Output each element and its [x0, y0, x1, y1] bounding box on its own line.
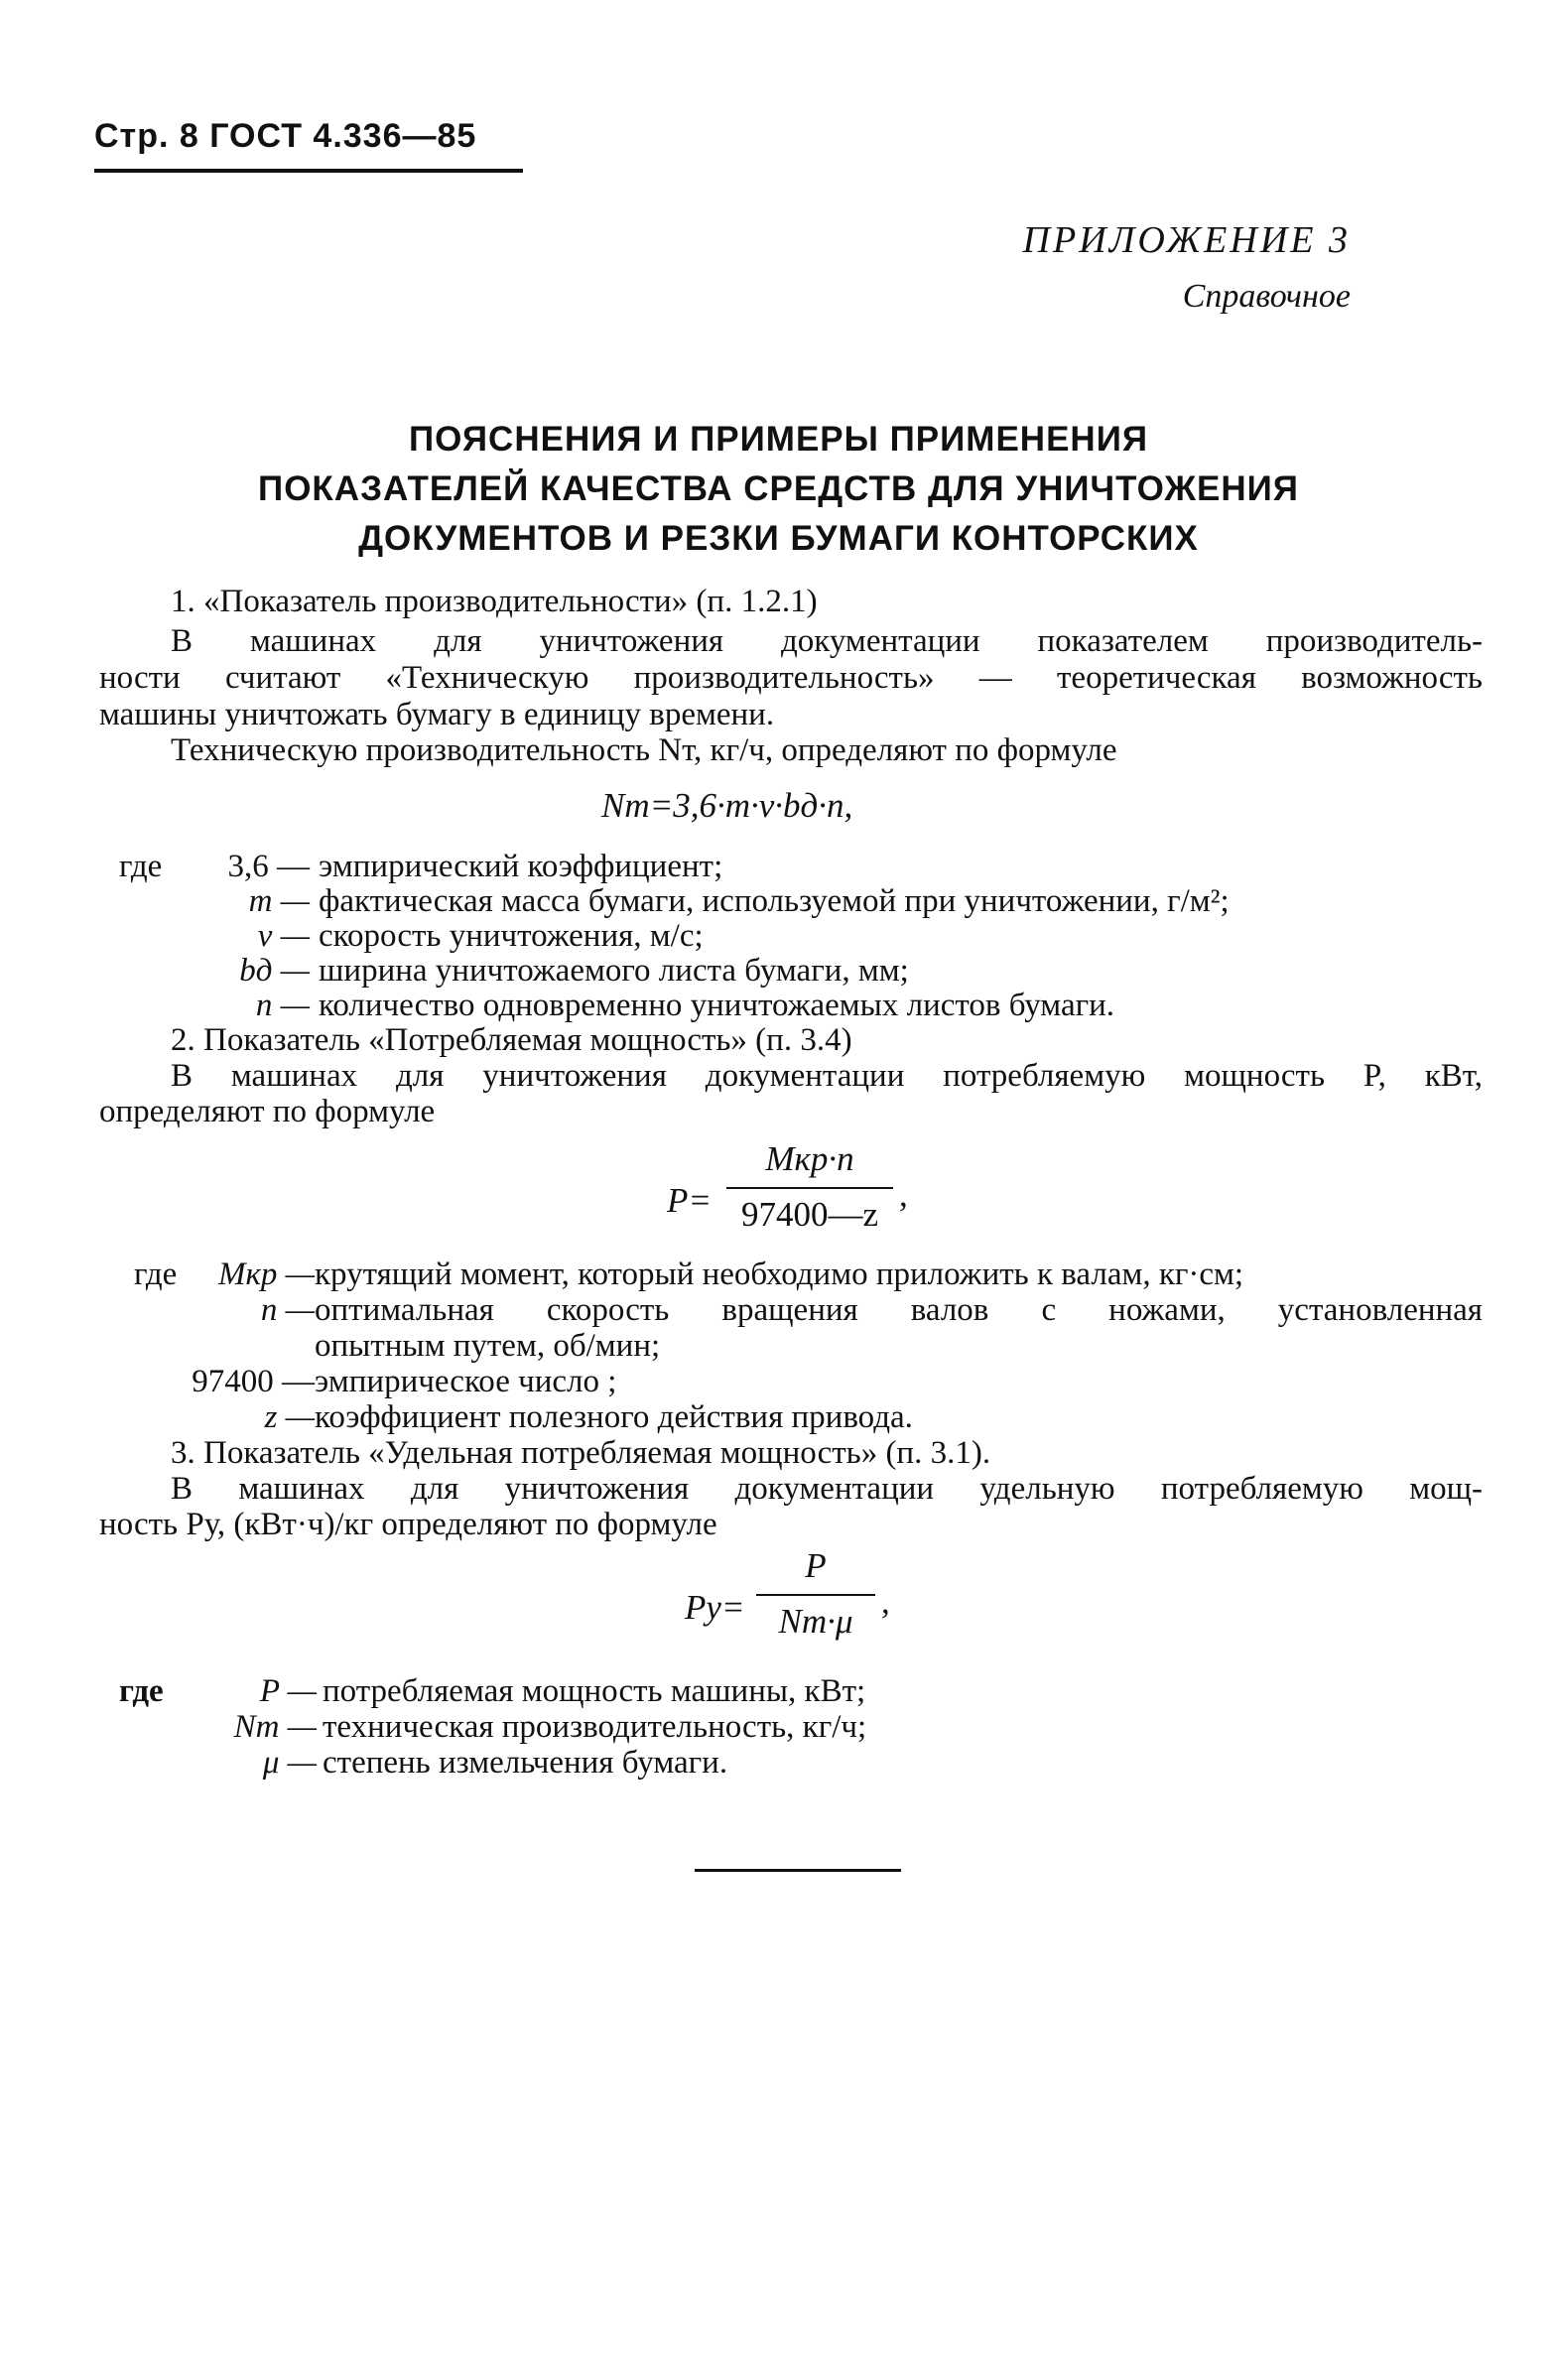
header-rule [94, 169, 523, 173]
legend-1-text-speed: скорость уничтожения, м/с; [319, 918, 704, 954]
legend-2-key-rotation: n — [260, 1292, 315, 1328]
legend-1-text-mass: фактическая масса бумаги, используемой при уничтожении, г/м²; [319, 883, 1230, 919]
document-title [0, 415, 1557, 564]
formula-specific-power-tail: , [881, 1582, 890, 1621]
section-1-paragraph-line-2: ности считают «Техническую производительность» — теоретическая возможность [99, 660, 1483, 696]
page-header: Стр. 8 ГОСТ 4.336—85 [94, 117, 477, 155]
end-rule [695, 1869, 901, 1872]
legend-2-text-number: эмпирическое число ; [315, 1364, 617, 1399]
legend-3-key-grinding: μ — [262, 1745, 317, 1781]
section-2-heading: 2. Показатель «Потребляемая мощность» (п. 3.4) [171, 1022, 852, 1058]
legend-3-key-productivity: Nт — [233, 1709, 317, 1745]
legend-1-key-coefficient: 3,6 — [227, 849, 310, 884]
legend-2-text-rotation: оптимальная скорость вращения валов с ножами, установленная [315, 1292, 1483, 1328]
legend-2-text-rotation-cont: опытным путем, об/мин; [315, 1328, 661, 1364]
legend-1-text-width: ширина уничтожаемого листа бумаги, мм; [319, 953, 909, 989]
legend-3-key-power: P — [259, 1673, 317, 1709]
legend-1-text-coefficient: эмпирический коэффициент; [319, 849, 723, 884]
section-1-paragraph-line-1: В машинах для уничтожения документации показателем производитель- [171, 623, 1483, 659]
formula-power-lhs: P= [667, 1181, 712, 1220]
section-1-paragraph-line-3: машины уничтожать бумагу в единицу времени. [99, 697, 775, 732]
title-line-1: ПОЯСНЕНИЯ И ПРИМЕРЫ ПРИМЕНЕНИЯ [408, 420, 1149, 459]
formula-specific-power-fraction-bar [756, 1594, 875, 1596]
section-2-where: где [134, 1256, 178, 1292]
legend-2-text-efficiency: коэффициент полезного действия привода. [315, 1399, 913, 1435]
formula-specific-power-lhs: Pу= [685, 1588, 745, 1627]
section-1-paragraph-2: Техническую производительность Nт, кг/ч, определяют по формуле [171, 732, 1117, 768]
legend-3-text-grinding: степень измельчения бумаги. [323, 1745, 728, 1781]
title-line-3: ДОКУМЕНТОВ И РЕЗКИ БУМАГИ КОНТОРСКИХ [358, 519, 1199, 558]
formula-power-fraction-bar [726, 1187, 893, 1189]
legend-2-key-efficiency: z — [264, 1399, 315, 1435]
formula-power-denominator: 97400—z [740, 1195, 879, 1234]
section-3-paragraph-line-1: В машинах для уничтожения документации удельную потребляемую мощ- [171, 1471, 1483, 1507]
legend-3-text-productivity: техническая производительность, кг/ч; [323, 1709, 867, 1745]
legend-1-text-count: количество одновременно уничтожаемых листов бумаги. [319, 988, 1115, 1023]
formula-specific-power-numerator: P [805, 1546, 827, 1585]
title-line-2: ПОКАЗАТЕЛЕЙ КАЧЕСТВА СРЕДСТВ ДЛЯ УНИЧТОЖЕНИЯ [258, 469, 1299, 508]
formula-power-tail: , [899, 1175, 908, 1214]
appendix-type: Справочное [1182, 278, 1351, 315]
formula-specific-power-denominator: Nт·μ [778, 1602, 853, 1641]
legend-2-text-torque: крутящий момент, который необходимо приложить к валам, кг·см; [315, 1256, 1244, 1292]
section-1-heading: 1. «Показатель производительности» (п. 1.2.1) [171, 584, 818, 619]
section-3-where: где [119, 1673, 164, 1709]
section-1-where: где [119, 849, 163, 884]
legend-2-key-torque: Mкр — [217, 1256, 315, 1292]
legend-1-key-mass: m — [248, 883, 310, 919]
legend-2-key-number: 97400 — [192, 1364, 315, 1399]
section-2-paragraph-line-1: В машинах для уничтожения документации потребляемую мощность P, кВт, [171, 1058, 1483, 1094]
legend-1-key-width: bд — [239, 953, 310, 989]
formula-power-numerator: Mкр·n [765, 1139, 854, 1178]
section-3-heading: 3. Показатель «Удельная потребляемая мощность» (п. 3.1). [171, 1435, 991, 1471]
appendix-label: ПРИЛОЖЕНИЕ 3 [1022, 219, 1351, 261]
legend-3-text-power: потребляемая мощность машины, кВт; [323, 1673, 866, 1709]
legend-1-key-speed: v — [257, 918, 310, 954]
formula-technical-productivity: Nт=3,6·m·v·bд·n, [601, 786, 853, 825]
legend-1-key-count: n — [255, 988, 310, 1023]
section-3-paragraph-line-2: ность Pу, (кВт·ч)/кг определяют по формуле [99, 1507, 717, 1542]
section-2-paragraph-line-2: определяют по формуле [99, 1094, 436, 1129]
